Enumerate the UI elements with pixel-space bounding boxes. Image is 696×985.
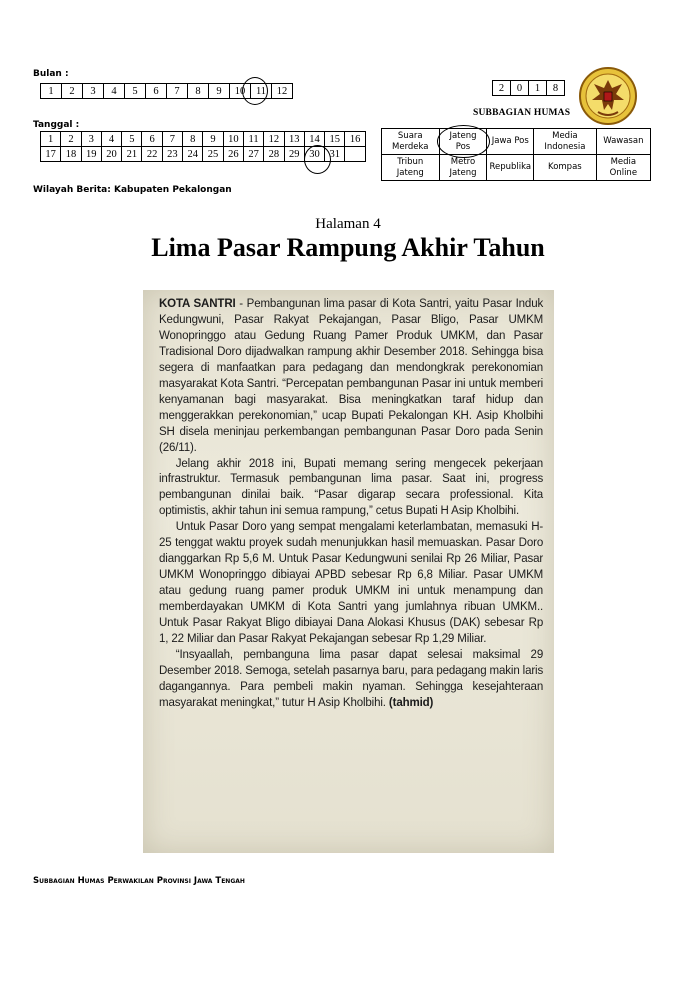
newspaper-media-indonesia: Media Indonesia [534,129,597,155]
date-cell: 10 [223,132,243,147]
date-cell: 17 [41,147,61,162]
month-cell: 10 [230,84,251,99]
garuda-emblem-icon [578,66,638,126]
date-cell: 16 [345,132,365,147]
date-cell: 23 [162,147,182,162]
date-cell: 12 [264,132,284,147]
date-cell: 31 [325,147,345,162]
date-cell: 13 [284,132,304,147]
date-cell: 22 [142,147,162,162]
date-cell: 25 [203,147,223,162]
newspaper-wawasan: Wawasan [596,129,650,155]
date-cell: 5 [122,132,142,147]
date-cell: 8 [183,132,203,147]
month-cell: 9 [209,84,230,99]
org-label: SUBBAGIAN HUMAS [473,108,571,118]
month-cell: 7 [167,84,188,99]
date-cell: 27 [243,147,263,162]
article-paragraph-2: Jelang akhir 2018 ini, Bupati memang sering mengecek pekerjaan infrastruktur. Termasuk pembangunan lima pasar. Saat ini, progress pembangunan dinilai baik. “Pasar digarap secara professional. Kita optimistis, akhir tahun ini semua rampung,” cetus Bupati H Asip Kholbihi. [159,455,544,518]
date-cell: 26 [223,147,243,162]
date-cell: 6 [142,132,162,147]
date-cell: 21 [122,147,142,162]
article-paragraph-3: Untuk Pasar Doro yang sempat mengalami keterlambatan, memasuki H-25 tenggat waktu proyek sudah menunjukkan hasil memuaskan. Pasar Doro dianggarkan Rp 5,6 M. Untuk Pasar Kedungwuni senilai Rp 26 Miliar, Pasar UMKM Wonopringgo dibiayai APBD sebesar Rp 6,8 Miliar. Pasar UMKM atau gedung ruang pamer produk UMKM ini untuk menampung dan memberdayakan UMKM di Kota Santri yang jumlahnya ribuan UMKM.. Untuk Pasar Rakyat Bligo dibiayai Dana Alokasi Khusus (DAK) sebesar Rp 1, 22 Miliar dan Pasar Rakyat Pekajangan sebesar Rp 1,29 Miliar. [159,519,544,646]
year-digit-cell: 1 [529,81,547,96]
newspaper-kompas: Kompas [534,155,597,181]
newspaper-suara-merdeka: Suara Merdeka [382,129,440,155]
newspaper-table [381,128,651,181]
month-cell: 4 [104,84,125,99]
month-cell: 5 [125,84,146,99]
month-grid [40,83,293,99]
date-cell: 20 [101,147,121,162]
date-cell: 7 [162,132,182,147]
tanggal-label: Tanggal : [33,120,80,130]
date-cell: 18 [61,147,81,162]
date-cell: 3 [81,132,101,147]
date-cell: 2 [61,132,81,147]
month-cell: 3 [83,84,104,99]
month-cell: 6 [146,84,167,99]
date-cell: 15 [325,132,345,147]
year-digit-cell: 2 [493,81,511,96]
article-paragraph-1: KOTA SANTRI - Pembangunan lima pasar di Kota Santri, yaitu Pasar Induk Kedungwuni, Pasar Rakyat Pekajangan, Pasar Bligo, Pasar UMKM Wonopringgo atau Gedung Ruang Pamer Produk UMKM, dan Pasar Tradisional Doro dijadwalkan rampung akhir Desember 2018. Sehingga bisa segera di manfaatkan para pedagang dan mendongkrak perekonomian masyarakat Kota Santri. “Percepatan pembangunan Pasar ini untuk memberi kenyamanan bagi masyarakat. Bisa meningkatkan taraf hidup dan menggerakkan perekonomian,” ucap Bupati Pekalongan KH. Asip Kholbihi SH disela meninjau perkembangan pembangunan Pasar Doro pada Senin (26/11). [159,296,544,454]
newspaper-clipping [143,290,554,853]
date-cell: 24 [183,147,203,162]
newspaper-jawa-pos: Jawa Pos [487,129,534,155]
year-grid [492,80,565,96]
date-cell: 30 [304,147,324,162]
month-cell: 2 [62,84,83,99]
article-body [159,296,543,711]
halaman-number: Halaman 4 [315,216,381,232]
month-cell: 1 [41,84,62,99]
article-paragraph-4: “Insyaallah, pembanguna lima pasar dapat selesai maksimal 29 Desember 2018. Semoga, setelah pasarnya baru, para pedagang makin laris dagangannya. Para pembeli makin nyaman. Sehingga kesejahteraan masyarakat meningkat,” tutur H Asip Kholbihi. (tahmid) [159,646,544,709]
year-digit-cell: 0 [511,81,529,96]
date-cell: 9 [203,132,223,147]
date-cell: 1 [41,132,61,147]
page-title: Lima Pasar Rampung Akhir Tahun [151,233,545,262]
date-cell: 19 [81,147,101,162]
date-cell: 29 [284,147,304,162]
bulan-label: Bulan : [33,69,69,79]
month-cell: 11 [251,84,272,99]
month-cell: 12 [272,84,293,99]
date-cell: 14 [304,132,324,147]
footer-text: Subbagian Humas Perwakilan Provinsi Jawa Tengah [33,876,245,886]
article-dateline: KOTA SANTRI [159,296,236,310]
date-grid [40,131,366,162]
newspaper-republika: Republika [487,155,534,181]
date-cell [345,147,365,162]
newspaper-media-online: Media Online [596,155,650,181]
year-digit-cell: 8 [547,81,565,96]
date-cell: 11 [243,132,263,147]
date-cell: 28 [264,147,284,162]
article-byline: (tahmid) [388,694,434,709]
newspaper-metro-jateng: Metro Jateng [439,155,487,181]
newspaper-jateng-pos: Jateng Pos [439,129,487,155]
date-cell: 4 [101,132,121,147]
month-cell: 8 [188,84,209,99]
newspaper-tribun-jateng: Tribun Jateng [382,155,440,181]
wilayah-berita: Wilayah Berita: Kabupaten Pekalongan [33,185,232,195]
